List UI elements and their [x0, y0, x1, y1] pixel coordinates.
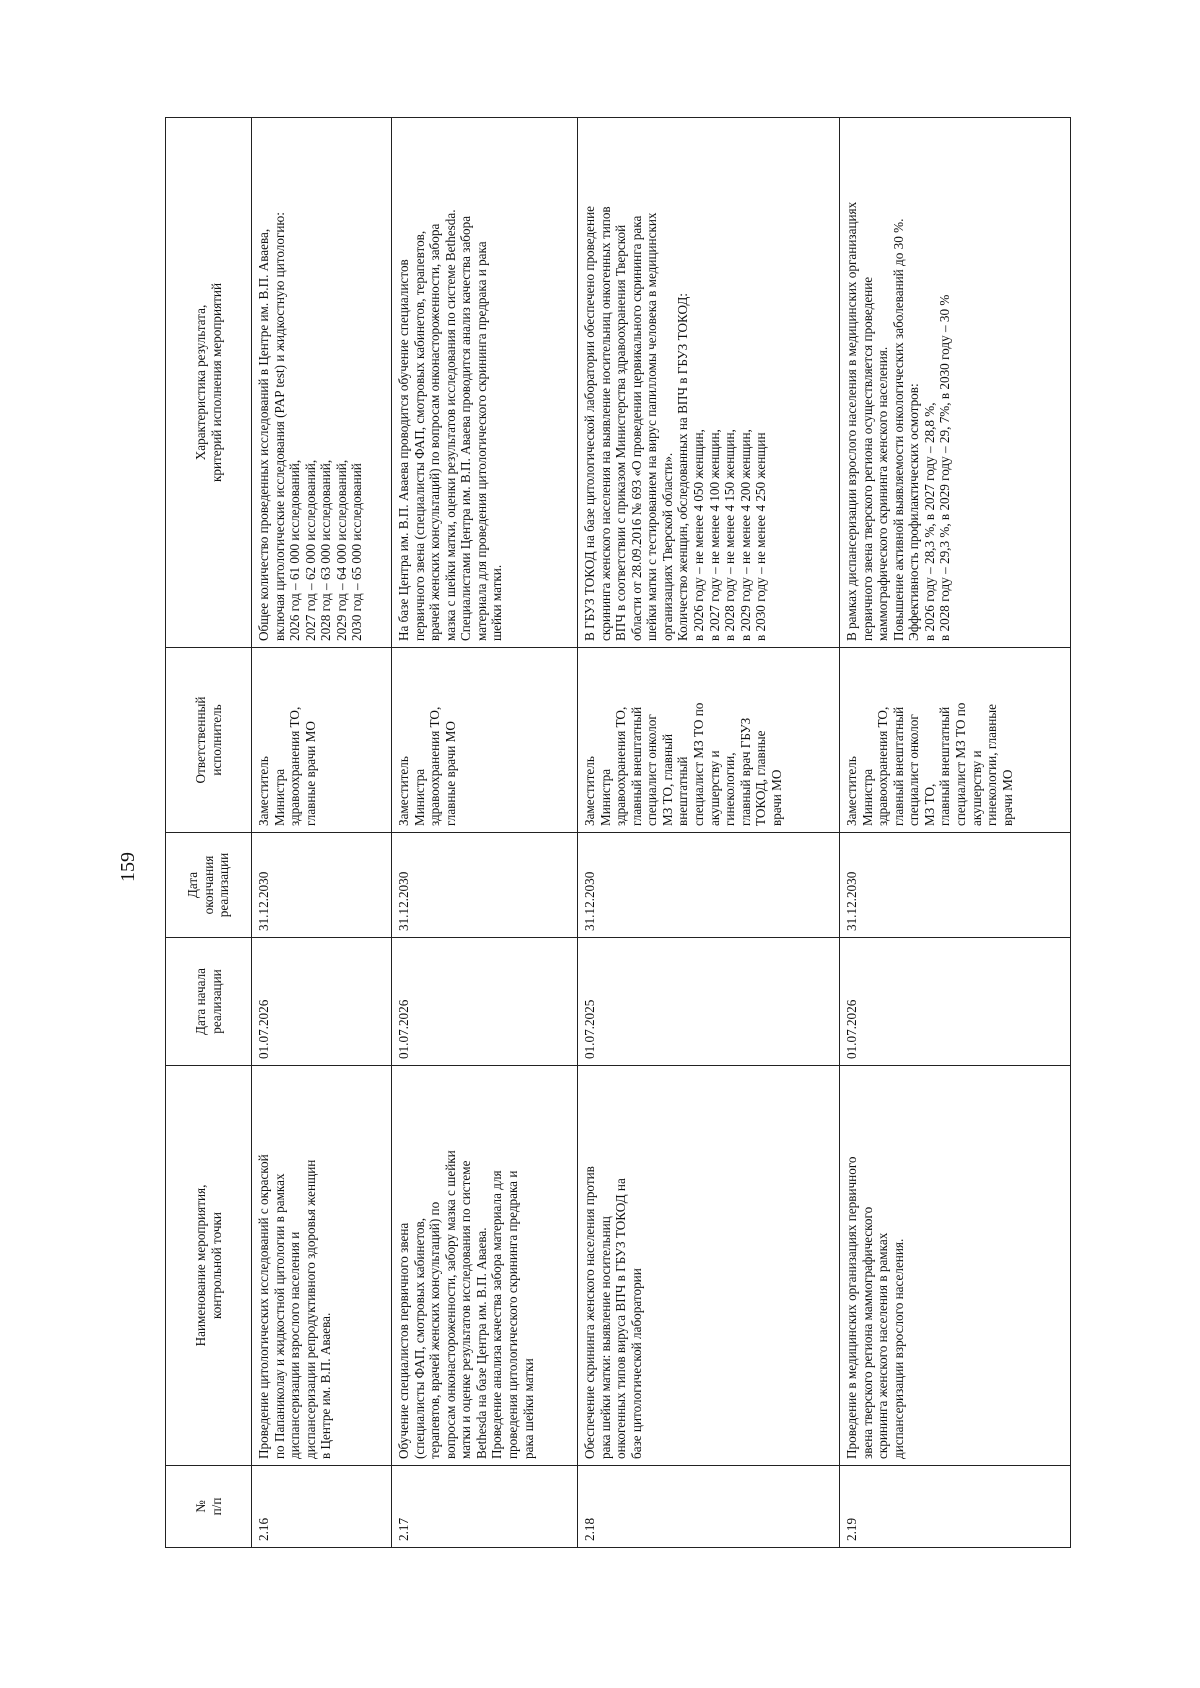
table-header-row: [166, 118, 252, 1548]
activity-name: [252, 1066, 392, 1466]
text-line: Проведение цитологических исследований с окраской: [256, 1154, 271, 1459]
start-date: 01.07.2026: [252, 938, 392, 1066]
activity-name: [840, 1066, 1071, 1466]
text-line: Повышение активной выявляемости онкологических заболеваний до 30 %.: [890, 218, 906, 641]
responsible-executor: [252, 648, 392, 833]
text-line: Заместитель: [582, 756, 597, 826]
text-line: организациях Тверской области».: [659, 452, 675, 641]
text-line: 2028 год – 63 000 исследований,: [318, 459, 334, 641]
page-number: 159: [117, 852, 139, 882]
text-line: терапевтов, врачей женских консультаций) по: [427, 1201, 443, 1459]
text-line: главные врачи МО: [442, 721, 458, 826]
text-line: главный врач ГБУЗ: [737, 717, 753, 826]
text-line: 2027 год – 62 000 исследований,: [302, 459, 318, 641]
text-line: рака шейки матки: выявление носительниц: [597, 1216, 613, 1459]
start-date: 01.07.2025: [578, 938, 840, 1066]
text-line: Проведение в медицинских организациях первичного: [844, 1156, 859, 1459]
text-line: рака шейки матки: [520, 1358, 536, 1459]
text-line: гинекологии,: [722, 752, 738, 826]
text-line: Заместитель: [844, 756, 859, 826]
text-line: по Папаниколау и жидкостной цитологии в рамках: [271, 1173, 287, 1459]
text-line: специалист онколог: [644, 714, 660, 826]
text-line: специалист онколог: [906, 714, 922, 826]
text-line: Министра: [597, 768, 613, 826]
text-line: здравоохранения ТО,: [287, 706, 303, 826]
text-line: Эффективность профилактических осмотров:: [906, 383, 922, 641]
result-description: [252, 118, 392, 648]
responsible-executor: [840, 648, 1071, 833]
result-description: [578, 118, 840, 648]
text-line: Количество женщин, обследованных на ВПЧ в ГБУЗ ТОКОД:: [675, 293, 691, 641]
text-line: первичного звена (специалисты ФАП, смотровых кабинетов, терапевтов,: [411, 230, 427, 641]
text-line: врачи МО: [999, 769, 1015, 826]
text-line: скрининга женского населения в рамках: [875, 1232, 891, 1459]
text-line: акушерству и: [706, 750, 722, 826]
text-line: критерий исполнения мероприятий: [208, 282, 224, 483]
row-number: 2.18: [578, 1466, 840, 1548]
text-line: проведения цитологического скрининга предрака и: [505, 1170, 521, 1459]
text-line: Обучение специалистов первичного звена: [396, 1222, 411, 1459]
document-sheet: [165, 118, 1070, 1548]
table-row: [578, 118, 840, 1548]
text-line: Министра: [271, 768, 287, 826]
text-line: МЗ ТО, главный: [659, 733, 675, 826]
text-line: Проведение анализа качества забора материала для: [489, 1170, 505, 1459]
text-line: врачей женских консультаций) по вопросам онконастороженности, забора: [427, 223, 443, 641]
text-line: шейки матки с тестированием на вирус папилломы человека в медицинских: [644, 212, 660, 641]
text-line: Министра: [859, 768, 875, 826]
text-line: специалист МЗ ТО по: [691, 702, 707, 826]
table-row: [252, 118, 392, 1548]
text-line: базе цитологической лаборатории: [628, 1268, 644, 1459]
text-line: №: [192, 1500, 208, 1513]
text-line: Обеспечение скрининга женского населения против: [582, 1166, 597, 1459]
text-line: области от 28.09.2016 № 693 «О проведении цервикального скрининга рака: [628, 215, 644, 641]
activities-table: [165, 117, 1071, 1548]
text-line: внештатный: [675, 756, 691, 826]
table-row: [840, 118, 1071, 1548]
text-line: МЗ ТО,: [921, 783, 937, 826]
text-line: маммографического скрининга женского населения.: [875, 346, 891, 641]
text-line: 2026 год – 61 000 исследований,: [287, 459, 303, 641]
text-line: исполнитель: [208, 704, 224, 776]
text-line: в 2027 году – не менее 4 100 женщин,: [706, 429, 722, 641]
text-line: звена тверского региона маммографического: [859, 1206, 875, 1459]
text-line: шейки матки.: [489, 564, 505, 641]
text-line: Министра: [411, 768, 427, 826]
text-line: включая цитологические исследования (PAP test) и жидкостную цитологию:: [271, 212, 287, 641]
text-line: ТОКОД, главные: [753, 730, 769, 826]
header-num: [166, 1466, 252, 1548]
text-line: Характеристика результата,: [192, 304, 208, 461]
end-date: 31.12.2030: [578, 833, 840, 938]
start-date: 01.07.2026: [840, 938, 1071, 1066]
rotated-table-container: [165, 118, 1070, 1548]
responsible-executor: [392, 648, 578, 833]
result-description: [840, 118, 1071, 648]
text-line: п/п: [208, 1497, 224, 1516]
text-line: гинекологии, главные: [984, 704, 1000, 826]
text-line: материала для проведения цитологического скрининга предрака и рака: [473, 241, 489, 641]
text-line: В рамках диспансеризации взрослого населения в медицинских организациях: [844, 201, 859, 641]
activity-name: [392, 1066, 578, 1466]
end-date: 31.12.2030: [840, 833, 1071, 938]
text-line: главный внештатный: [628, 706, 644, 826]
row-number: 2.16: [252, 1466, 392, 1548]
text-line: главные врачи МО: [302, 721, 318, 826]
start-date: 01.07.2026: [392, 938, 578, 1066]
text-line: врачи МО: [768, 769, 784, 826]
text-line: главный внештатный: [890, 706, 906, 826]
text-line: матки и оценке результатов исследования по системе: [458, 1160, 474, 1459]
end-date: 31.12.2030: [392, 833, 578, 938]
header-name: [166, 1066, 252, 1466]
end-date: 31.12.2030: [252, 833, 392, 938]
text-line: диспансеризации взрослого населения и: [287, 1231, 303, 1459]
table-row: [392, 118, 578, 1548]
text-line: окончания: [200, 855, 216, 915]
text-line: Специалистами Центра им. В.П. Аваева проводится анализ качества забора: [458, 215, 474, 641]
text-line: диспансеризации взрослого населения.: [890, 1238, 906, 1459]
text-line: вопросам онконастороженности, забору мазка с шейки: [442, 1150, 458, 1459]
text-line: Наименование мероприятия,: [192, 1184, 208, 1347]
header-start-date: [166, 938, 252, 1066]
text-line: в 2026 году – 28,3 %, в 2027 году – 28,8 %,: [921, 402, 937, 641]
text-line: здравоохранения ТО,: [613, 706, 629, 826]
header-result: [166, 118, 252, 648]
responsible-executor: [578, 648, 840, 833]
text-line: главный внештатный: [937, 706, 953, 826]
text-line: в 2030 году – не менее 4 250 женщин: [753, 432, 769, 641]
text-line: скрининга женского населения на выявление носительниц онкогенных типов: [597, 206, 613, 641]
text-line: первичного звена тверского региона осуществляется проведение: [859, 276, 875, 641]
text-line: контрольной точки: [208, 1212, 224, 1319]
text-line: в 2029 году – не менее 4 200 женщин,: [737, 429, 753, 641]
text-line: специалист МЗ ТО по: [953, 702, 969, 826]
text-line: Ответственный: [192, 696, 208, 784]
row-number: 2.17: [392, 1466, 578, 1548]
row-number: 2.19: [840, 1466, 1071, 1548]
text-line: мазка с шейки матки, оценки результатов исследования по системе Bethesda.: [442, 209, 458, 641]
text-line: в 2028 году – не менее 4 150 женщин,: [722, 429, 738, 641]
text-line: в 2028 году – 29,3 %, в 2029 году – 29, 7%, в 2030 году – 30 %: [937, 294, 953, 641]
text-line: В ГБУЗ ТОКОД на базе цитологической лаборатории обеспечено проведение: [582, 206, 597, 641]
text-line: акушерству и: [968, 750, 984, 826]
text-line: здравоохранения ТО,: [427, 706, 443, 826]
header-responsible: [166, 648, 252, 833]
activity-name: [578, 1066, 840, 1466]
text-line: онкогенных типов вируса ВПЧ в ГБУЗ ТОКОД на: [613, 1178, 629, 1459]
text-line: Заместитель: [396, 756, 411, 826]
header-end-date: [166, 833, 252, 938]
text-line: здравоохранения ТО,: [875, 706, 891, 826]
text-line: На базе Центра им. В.П. Аваева проводится обучение специалистов: [396, 259, 411, 641]
text-line: Общее количество проведенных исследований в Центре им. В.П. Аваева,: [256, 228, 271, 641]
text-line: реализации: [208, 969, 224, 1034]
result-description: [392, 118, 578, 648]
text-line: Дата: [185, 871, 201, 899]
text-line: 2029 год – 64 000 исследований,: [333, 459, 349, 641]
text-line: Заместитель: [256, 756, 271, 826]
text-line: Дата начала: [192, 968, 208, 1035]
text-line: 2030 год – 65 000 исследований: [349, 463, 365, 641]
text-line: диспансеризации репродуктивного здоровья женщин: [302, 1159, 318, 1459]
text-line: в 2026 году – не менее 4 050 женщин,: [691, 429, 707, 641]
text-line: Bethesda на базе Центра им. В.П. Аваева.: [473, 1227, 489, 1459]
text-line: (специалисты ФАП, смотровых кабинетов,: [411, 1217, 427, 1459]
text-line: ВПЧ в соответствии с приказом Министерства здравоохранения Тверской: [613, 224, 629, 641]
text-line: в Центре им. В.П. Аваева.: [318, 1312, 334, 1459]
text-line: реализации: [216, 852, 232, 918]
